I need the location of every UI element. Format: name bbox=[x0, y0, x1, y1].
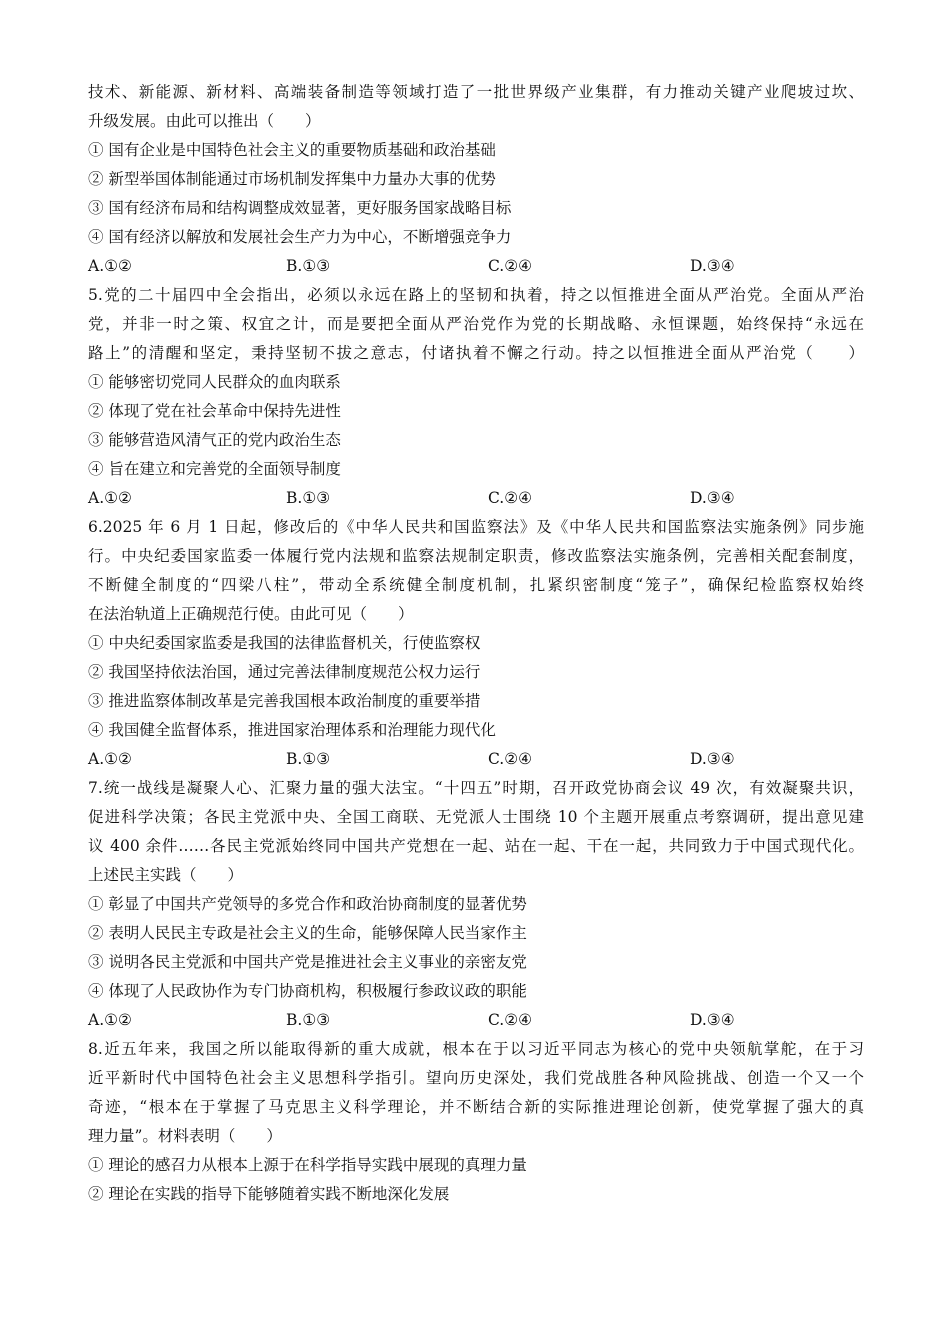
statement: ① 能够密切党同人民群众的血肉联系 bbox=[88, 373, 341, 391]
answer-options bbox=[88, 252, 864, 281]
question-stem-line: 上述民主实践（ ） bbox=[88, 866, 244, 884]
question-stem-line: 行。中央纪委国家监委一体履行党内法规和监察法规制定职责，修改监察法实施条例，完善相关配套制度， bbox=[88, 547, 864, 565]
answer-options bbox=[88, 484, 864, 513]
option-b: B.①③ bbox=[286, 750, 331, 768]
option-a: A.①② bbox=[88, 257, 132, 275]
statement: ① 彰显了中国共产党领导的多党合作和政治协商制度的显著优势 bbox=[88, 895, 527, 913]
statement: ④ 旨在建立和完善党的全面领导制度 bbox=[88, 460, 341, 478]
answer-options bbox=[88, 1006, 864, 1035]
question-stem-line: 路上”的清醒和坚定，秉持坚韧不拔之意志，付诸执着不懈之行动。持之以恒推进全面从严治党（ ） bbox=[88, 344, 864, 362]
statement: ② 体现了党在社会革命中保持先进性 bbox=[88, 402, 341, 420]
question-stem-line: 不断健全制度的“四梁八柱”，带动全系统健全制度机制，扎紧织密制度“笼子”，确保纪检监察权始终 bbox=[88, 576, 864, 594]
option-d: D.③④ bbox=[690, 489, 735, 507]
option-b: B.①③ bbox=[286, 489, 331, 507]
statement: ③ 能够营造风清气正的党内政治生态 bbox=[88, 431, 341, 449]
question-stem-line: 理力量”。材料表明（ ） bbox=[88, 1127, 282, 1145]
question-stem-line: 奇迹，“根本在于掌握了马克思主义科学理论，并不断结合新的实际推进理论创新，使党掌握了强大的真 bbox=[88, 1098, 864, 1116]
statement: ① 国有企业是中国特色社会主义的重要物质基础和政治基础 bbox=[88, 141, 496, 159]
question-stem-line: 6.2025 年 6 月 1 日起，修改后的《中华人民共和国监察法》及《中华人民共和国监察法实施条例》同步施 bbox=[88, 518, 864, 536]
option-b: B.①③ bbox=[286, 1011, 331, 1029]
statement: ② 表明人民民主专政是社会主义的生命，能够保障人民当家作主 bbox=[88, 924, 527, 942]
statement: ④ 国有经济以解放和发展社会生产力为中心，不断增强竞争力 bbox=[88, 228, 512, 246]
option-b: B.①③ bbox=[286, 257, 331, 275]
question-7 bbox=[88, 774, 864, 1035]
option-a: A.①② bbox=[88, 1011, 132, 1029]
question-stem-line: 在法治轨道上正确规范行使。由此可见（ ） bbox=[88, 605, 414, 623]
statement: ④ 我国健全监督体系，推进国家治理体系和治理能力现代化 bbox=[88, 721, 496, 739]
exam-page bbox=[88, 78, 864, 1209]
question-5 bbox=[88, 281, 864, 513]
option-d: D.③④ bbox=[690, 1011, 735, 1029]
option-c: C.②④ bbox=[488, 489, 533, 507]
question-4-tail bbox=[88, 78, 864, 281]
option-c: C.②④ bbox=[488, 750, 533, 768]
question-stem-line: 5.党的二十届四中全会指出，必须以永远在路上的坚韧和执着，持之以恒推进全面从严治党。全面从严治 bbox=[88, 286, 864, 304]
statement: ③ 说明各民主党派和中国共产党是推进社会主义事业的亲密友党 bbox=[88, 953, 527, 971]
statement: ② 理论在实践的指导下能够随着实践不断地深化发展 bbox=[88, 1185, 450, 1203]
option-d: D.③④ bbox=[690, 257, 735, 275]
statement: ④ 体现了人民政协作为专门协商机构，积极履行参政议政的职能 bbox=[88, 982, 527, 1000]
option-c: C.②④ bbox=[488, 257, 533, 275]
statement: ② 我国坚持依法治国，通过完善法律制度规范公权力运行 bbox=[88, 663, 481, 681]
question-stem-line: 议 400 余件……各民主党派始终同中国共产党想在一起、站在一起、干在一起，共同致力于中国式现代化。 bbox=[88, 837, 864, 855]
question-6 bbox=[88, 513, 864, 774]
option-d: D.③④ bbox=[690, 750, 735, 768]
question-stem-line: 8.近五年来，我国之所以能取得新的重大成就，根本在于以习近平同志为核心的党中央领航掌舵，在于习 bbox=[88, 1040, 864, 1058]
statement: ① 中央纪委国家监委是我国的法律监督机关，行使监察权 bbox=[88, 634, 481, 652]
question-stem-line: 党，并非一时之策、权宜之计，而是要把全面从严治党作为党的长期战略、永恒课题，始终保持“永远在 bbox=[88, 315, 864, 333]
statement: ③ 国有经济布局和结构调整成效显著，更好服务国家战略目标 bbox=[88, 199, 512, 217]
statement: ③ 推进监察体制改革是完善我国根本政治制度的重要举措 bbox=[88, 692, 481, 710]
question-8 bbox=[88, 1035, 864, 1209]
question-stem-line: 7.统一战线是凝聚人心、汇聚力量的强大法宝。“十四五”时期，召开政党协商会议 49 次，有效凝聚共识， bbox=[88, 779, 864, 797]
option-a: A.①② bbox=[88, 750, 132, 768]
statement: ② 新型举国体制能通过市场机制发挥集中力量办大事的优势 bbox=[88, 170, 496, 188]
question-stem-line: 技术、新能源、新材料、高端装备制造等领域打造了一批世界级产业集群，有力推动关键产业爬坡过坎、 bbox=[88, 83, 864, 101]
option-a: A.①② bbox=[88, 489, 132, 507]
statement: ① 理论的感召力从根本上源于在科学指导实践中展现的真理力量 bbox=[88, 1156, 527, 1174]
option-c: C.②④ bbox=[488, 1011, 533, 1029]
answer-options bbox=[88, 745, 864, 774]
question-stem-line: 促进科学决策；各民主党派中央、全国工商联、无党派人士围绕 10 个主题开展重点考察调研，提出意见建 bbox=[88, 808, 864, 826]
question-stem-line: 近平新时代中国特色社会主义思想科学指引。望向历史深处，我们党战胜各种风险挑战、创造一个又一个 bbox=[88, 1069, 864, 1087]
question-stem-line: 升级发展。由此可以推出（ ） bbox=[88, 112, 321, 130]
